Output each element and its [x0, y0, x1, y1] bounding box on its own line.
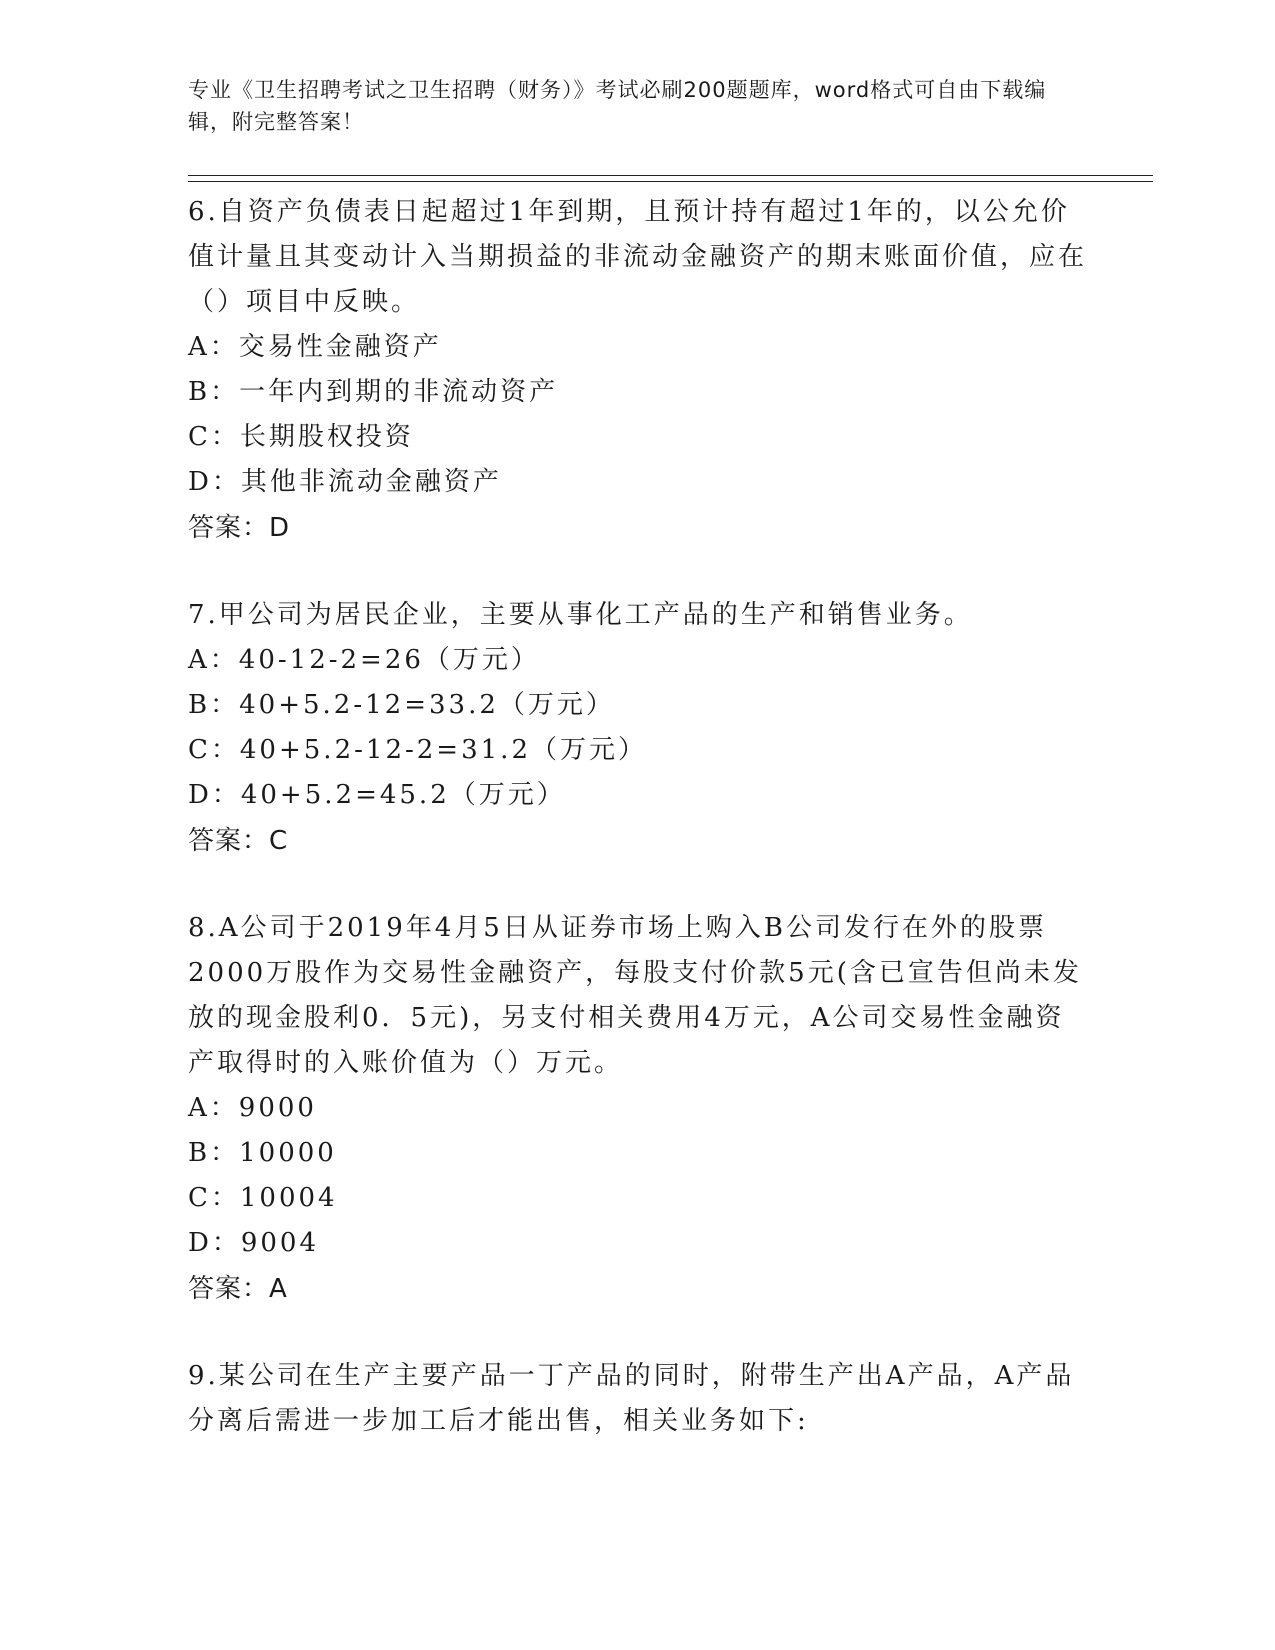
- question-stem: 6.自资产负债表日起超过1年到期，且预计持有超过1年的，以公允价值计量且其变动计入当期损益的非流动金融资产的期末账面价值，应在（）项目中反映。: [188, 197, 1088, 317]
- option-d: D：9004: [188, 1228, 320, 1258]
- header-divider-bottom: [188, 181, 1153, 182]
- option-a: A：交易性金融资产: [188, 332, 442, 362]
- option-c: C：40+5.2-12-2=31.2（万元）: [188, 735, 647, 765]
- option-c: C：10004: [188, 1183, 338, 1213]
- answer-line: 答案：D: [188, 513, 291, 543]
- question-7: [188, 593, 1088, 864]
- option-b: B：一年内到期的非流动资产: [188, 377, 559, 407]
- answer-line: 答案：C: [188, 826, 289, 856]
- option-a: A：9000: [188, 1093, 317, 1123]
- option-d: D：40+5.2=45.2（万元）: [188, 780, 566, 810]
- question-9: [188, 1354, 1088, 1444]
- question-6: [188, 190, 1088, 551]
- option-d: D：其他非流动金融资产: [188, 467, 502, 497]
- option-b: B：10000: [188, 1138, 337, 1168]
- option-c: C：长期股权投资: [188, 422, 414, 452]
- header-divider-top: [188, 175, 1153, 176]
- option-b: B：40+5.2-12=33.2（万元）: [188, 690, 615, 720]
- option-a: A：40-12-2=26（万元）: [188, 645, 540, 675]
- question-stem: 9.某公司在生产主要产品一丁产品的同时，附带生产出A产品，A产品分离后需进一步加工后才能出售，相关业务如下:: [188, 1361, 1075, 1436]
- question-8: [188, 906, 1088, 1312]
- question-stem: 8.A公司于2019年4月5日从证券市场上购入B公司发行在外的股票2000万股作为交易性金融资产，每股支付价款5元(含已宣告但尚未发放的现金股利0．5元)，另支付相关费用4万元，A公司交易性金融资产取得时的入账价值为（）万元。: [188, 913, 1082, 1078]
- answer-line: 答案：A: [188, 1274, 288, 1304]
- question-stem: 7.甲公司为居民企业，主要从事化工产品的生产和销售业务。: [188, 600, 973, 630]
- document-intro: 专业《卫生招聘考试之卫生招聘（财务）》考试必刷200题题库，word格式可自由下载编辑，附完整答案！: [188, 78, 1047, 134]
- question-list: [188, 190, 1088, 1444]
